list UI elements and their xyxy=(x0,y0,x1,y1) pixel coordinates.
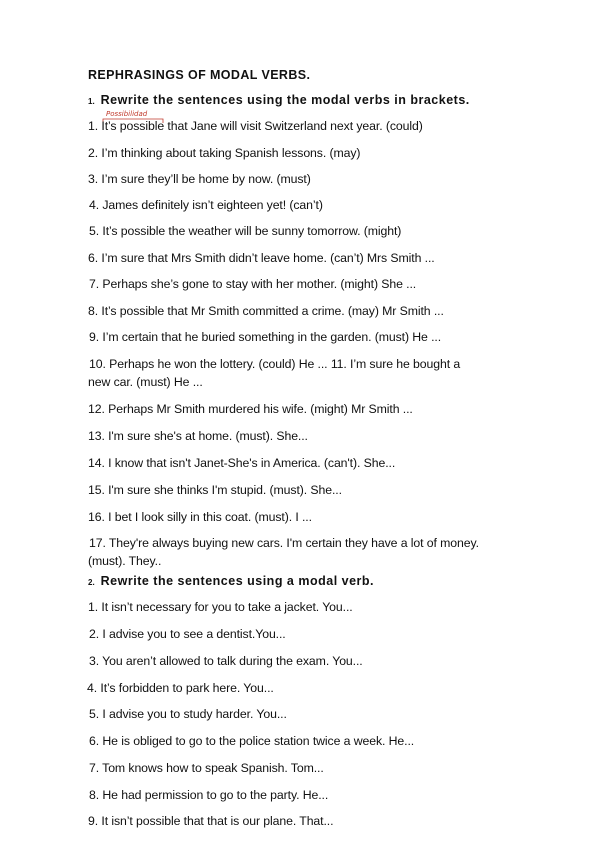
exercise-2-item: 8. He had permission to go to the party. He... xyxy=(89,788,329,802)
exercise-1-item: 13. I'm sure she's at home. (must). She... xyxy=(88,429,308,443)
exercise-2-item: 5. I advise you to study harder. You... xyxy=(89,707,287,721)
exercise-1-item: 8. It’s possible that Mr Smith committed a crime. (may) Mr Smith ... xyxy=(88,304,444,318)
section-1-number: 1. xyxy=(88,97,95,106)
exercise-1-item: 12. Perhaps Mr Smith murdered his wife. (might) Mr Smith ... xyxy=(88,402,413,416)
exercise-2-item: 2. I advise you to see a dentist.You... xyxy=(89,627,286,641)
section-1-heading-text: Rewrite the sentences using the modal verbs in brackets. xyxy=(100,93,470,107)
exercise-1-item: 1. It’s possible that Jane will visit Switzerland next year. (could) xyxy=(88,119,423,133)
exercise-1-item: (must). They.. xyxy=(88,554,162,568)
section-2-heading-text: Rewrite the sentences using a modal verb. xyxy=(100,574,375,588)
exercise-1-item: new car. (must) He ... xyxy=(88,375,203,389)
exercise-1-item: 2. I’m thinking about taking Spanish lessons. (may) xyxy=(88,146,361,160)
page-title: REPHRASINGS OF MODAL VERBS. xyxy=(88,68,311,82)
section-1-heading xyxy=(88,93,470,107)
section-2-heading xyxy=(88,574,374,588)
exercise-2-item: 9. It isn’t possible that that is our plane. That... xyxy=(88,814,334,828)
exercise-1-item: 5. It’s possible the weather will be sunny tomorrow. (might) xyxy=(89,224,402,238)
exercise-1-item: 17. They're always buying new cars. I'm certain they have a lot of money. xyxy=(89,536,479,550)
exercise-1-item: 4. James definitely isn’t eighteen yet! (can’t) xyxy=(89,198,323,212)
exercise-1-item: 9. I’m certain that he buried something in the garden. (must) He ... xyxy=(89,330,442,344)
exercise-1-item: 7. Perhaps she’s gone to stay with her mother. (might) She ... xyxy=(89,277,417,291)
exercise-1-item: 16. I bet I look silly in this coat. (must). I ... xyxy=(88,510,312,524)
section-2-number: 2. xyxy=(88,578,95,587)
exercise-1-item: 10. Perhaps he won the lottery. (could) He ... 11. I’m sure he bought a xyxy=(89,357,461,371)
exercise-2-item: 1. It isn’t necessary for you to take a jacket. You... xyxy=(88,600,353,614)
exercise-1-item: 3. I’m sure they’ll be home by now. (must) xyxy=(88,172,311,186)
exercise-2-item: 3. You aren’t allowed to talk during the exam. You... xyxy=(89,654,363,668)
exercise-2-item: 4. It’s forbidden to park here. You... xyxy=(87,681,274,695)
handwritten-annotation: Possibilidad xyxy=(106,110,148,118)
exercise-1-item: 14. I know that isn't Janet-She's in America. (can't). She... xyxy=(88,456,396,470)
exercise-2-item: 7. Tom knows how to speak Spanish. Tom... xyxy=(89,761,324,775)
exercise-1-item: 6. I’m sure that Mrs Smith didn’t leave home. (can’t) Mrs Smith ... xyxy=(88,251,435,265)
exercise-2-item: 6. He is obliged to go to the police station twice a week. He... xyxy=(89,734,415,748)
exercise-1-item: 15. I'm sure she thinks I'm stupid. (must). She... xyxy=(88,483,342,497)
